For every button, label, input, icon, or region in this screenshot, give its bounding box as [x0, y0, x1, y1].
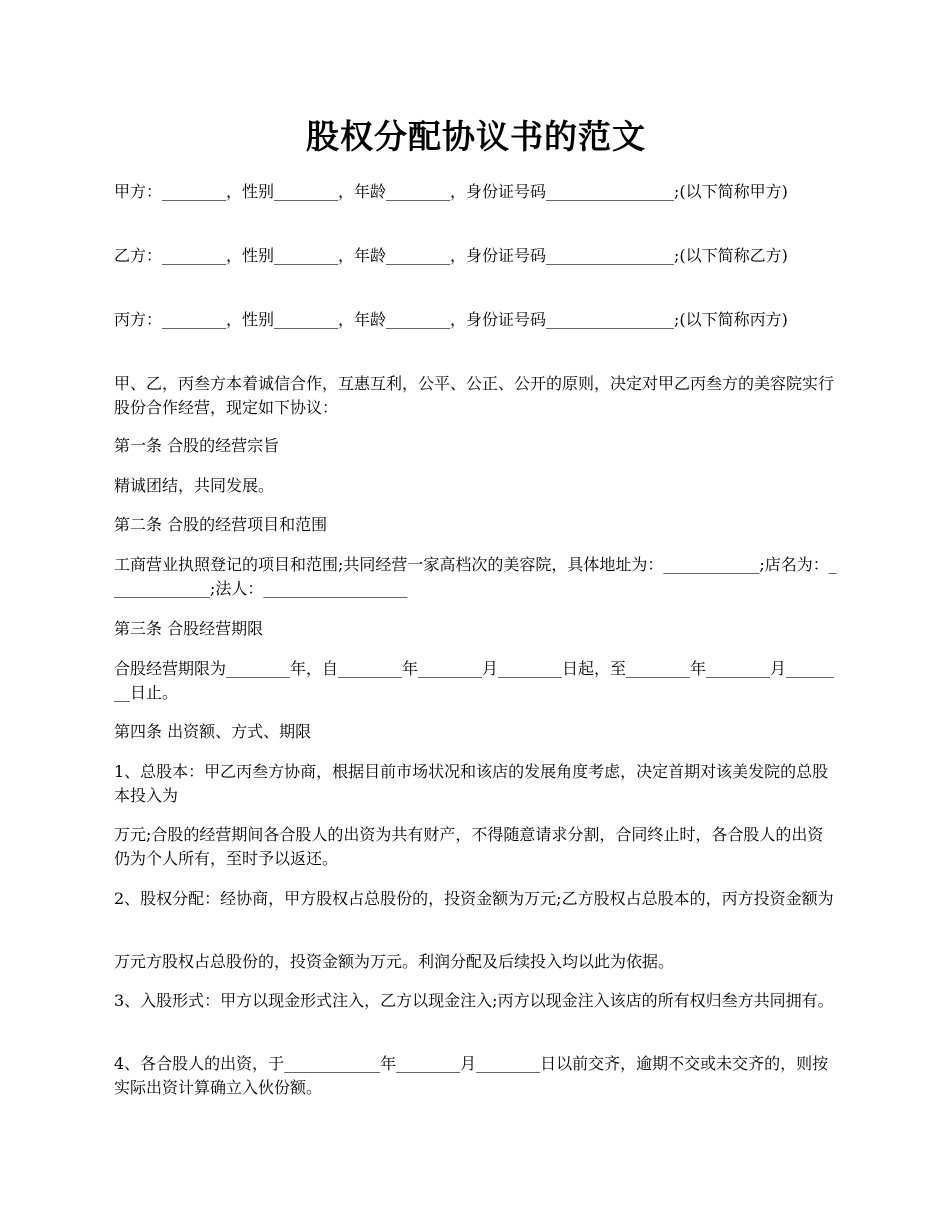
article-4-heading: 第四条 出资额、方式、期限 [114, 722, 312, 741]
article-3-body: 合股经营期限为________年，自________年________月________日起，至________年________月________日止。 [114, 659, 835, 702]
article-2-body: 工商营业执照登记的项目和范围;共同经营一家高档次的美容院，具体地址为：____________;店名为：_____________;法人：__________________ [114, 555, 837, 598]
article-1-heading: 第一条 合股的经营宗旨 [114, 436, 280, 455]
party-c-paragraph: 丙方：________，性别________，年龄________，身份证号码________________;(以下简称丙方) [114, 310, 788, 329]
article-4-clause-3: 3、入股形式：甲方以现金形式注入，乙方以现金注入;丙方以现金注入该店的所有权归叁方共同拥有。 [114, 991, 834, 1010]
article-4-clause-1-cont: 万元;合股的经营期间各合股人的出资为共有财产，不得随意请求分割，合同终止时，各合股人的出资仍为个人所有，至时予以返还。 [114, 825, 824, 868]
article-4-clause-2-cont: 万元方股权占总股份的，投资金额为万元。利润分配及后续投入均以此为依据。 [114, 952, 675, 971]
preamble-paragraph: 甲、乙，丙叁方本着诚信合作，互惠互利，公平、公正、公开的原则，决定对甲乙丙叁方的美容院实行股份合作经营，现定如下协议： [114, 374, 835, 417]
article-4-clause-2: 2、股权分配：经协商，甲方股权占总股份的，投资金额为万元;乙方股权占总股本的，丙方投资金额为 [114, 889, 834, 908]
article-3-heading: 第三条 合股经营期限 [114, 619, 264, 638]
article-4-clause-4: 4、各合股人的出资，于____________年________月________日以前交齐，逾期不交或未交齐的，则按实际出资计算确立入伙份额。 [114, 1054, 829, 1097]
party-a-paragraph: 甲方：________，性别________，年龄________，身份证号码________________;(以下简称甲方) [114, 182, 788, 201]
party-b-paragraph: 乙方：________，性别________，年龄________，身份证号码________________;(以下简称乙方) [114, 246, 788, 265]
article-4-clause-1: 1、总股本：甲乙丙叁方协商，根据目前市场状况和该店的发展角度考虑，决定首期对该美发院的总股本投入为 [114, 762, 829, 805]
article-1-body: 精诚团结，共同发展。 [114, 476, 275, 495]
document-title: 股权分配协议书的范文 [306, 117, 646, 156]
article-2-heading: 第二条 合股的经营项目和范围 [114, 515, 328, 534]
